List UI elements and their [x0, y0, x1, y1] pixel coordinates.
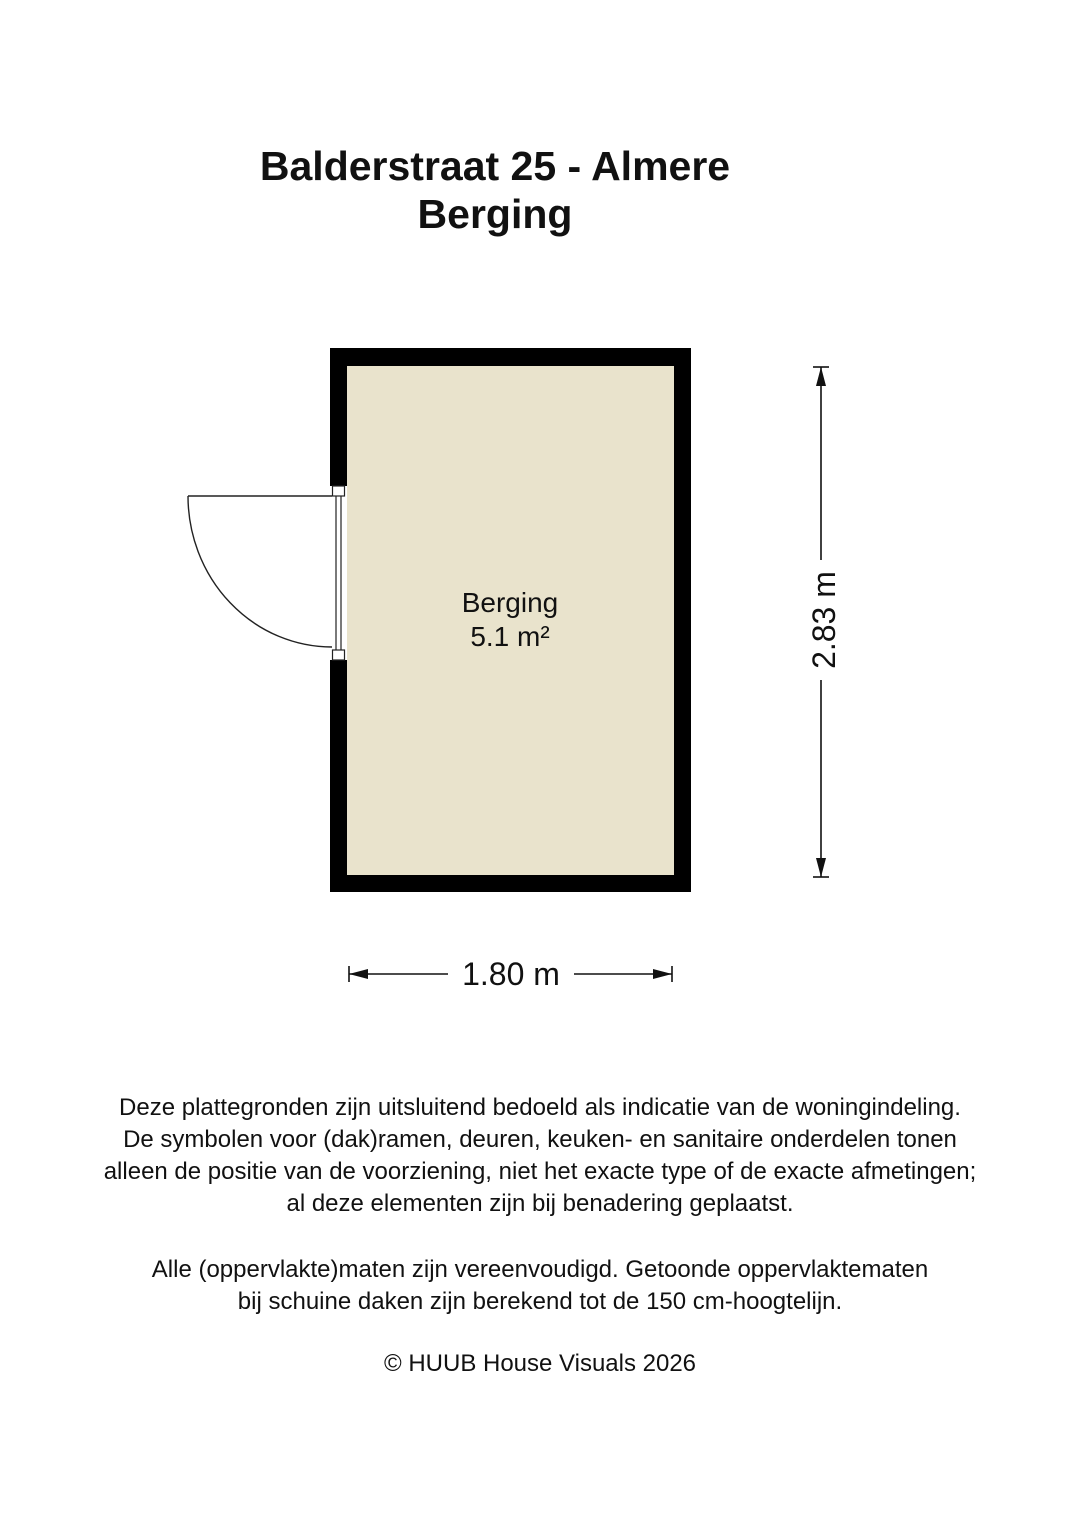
room-label: [410, 586, 610, 654]
copyright-text: © HUUB House Visuals 2026: [383, 1350, 697, 1377]
disclaimer-line: De symbolen voor (dak)ramen, deuren, keuken- en sanitaire onderdelen tonen: [123, 1126, 957, 1153]
door-jamb-top: [333, 486, 345, 496]
door-swing-arc: [188, 496, 332, 647]
room-name: Berging: [461, 587, 559, 618]
disclaimer-line: Alle (oppervlakte)maten zijn vereenvoudigd. Getoonde oppervlaktematen: [151, 1256, 929, 1283]
disclaimer: [10, 1092, 1070, 1318]
page-subtitle: Berging: [417, 191, 573, 237]
height-dimension-label: 2.83 m: [806, 560, 842, 680]
room-area: 5.1 m²: [470, 621, 550, 652]
disclaimer-line: Deze plattegronden zijn uitsluitend bedoeld als indicatie van de woningindeling.: [119, 1094, 961, 1121]
disclaimer-line: alleen de positie van de voorziening, niet het exacte type of de exacte afmetingen;: [103, 1158, 977, 1185]
door-jamb-bottom: [333, 650, 345, 660]
disclaimer-line: bij schuine daken zijn berekend tot de 150 cm-hoogtelijn.: [237, 1288, 843, 1315]
width-dimension-label: 1.80 m: [448, 956, 574, 992]
door-opening: [330, 486, 347, 660]
page-title: Balderstraat 25 - Almere: [259, 143, 731, 189]
disclaimer-line: al deze elementen zijn bij benadering geplaatst.: [286, 1190, 794, 1217]
